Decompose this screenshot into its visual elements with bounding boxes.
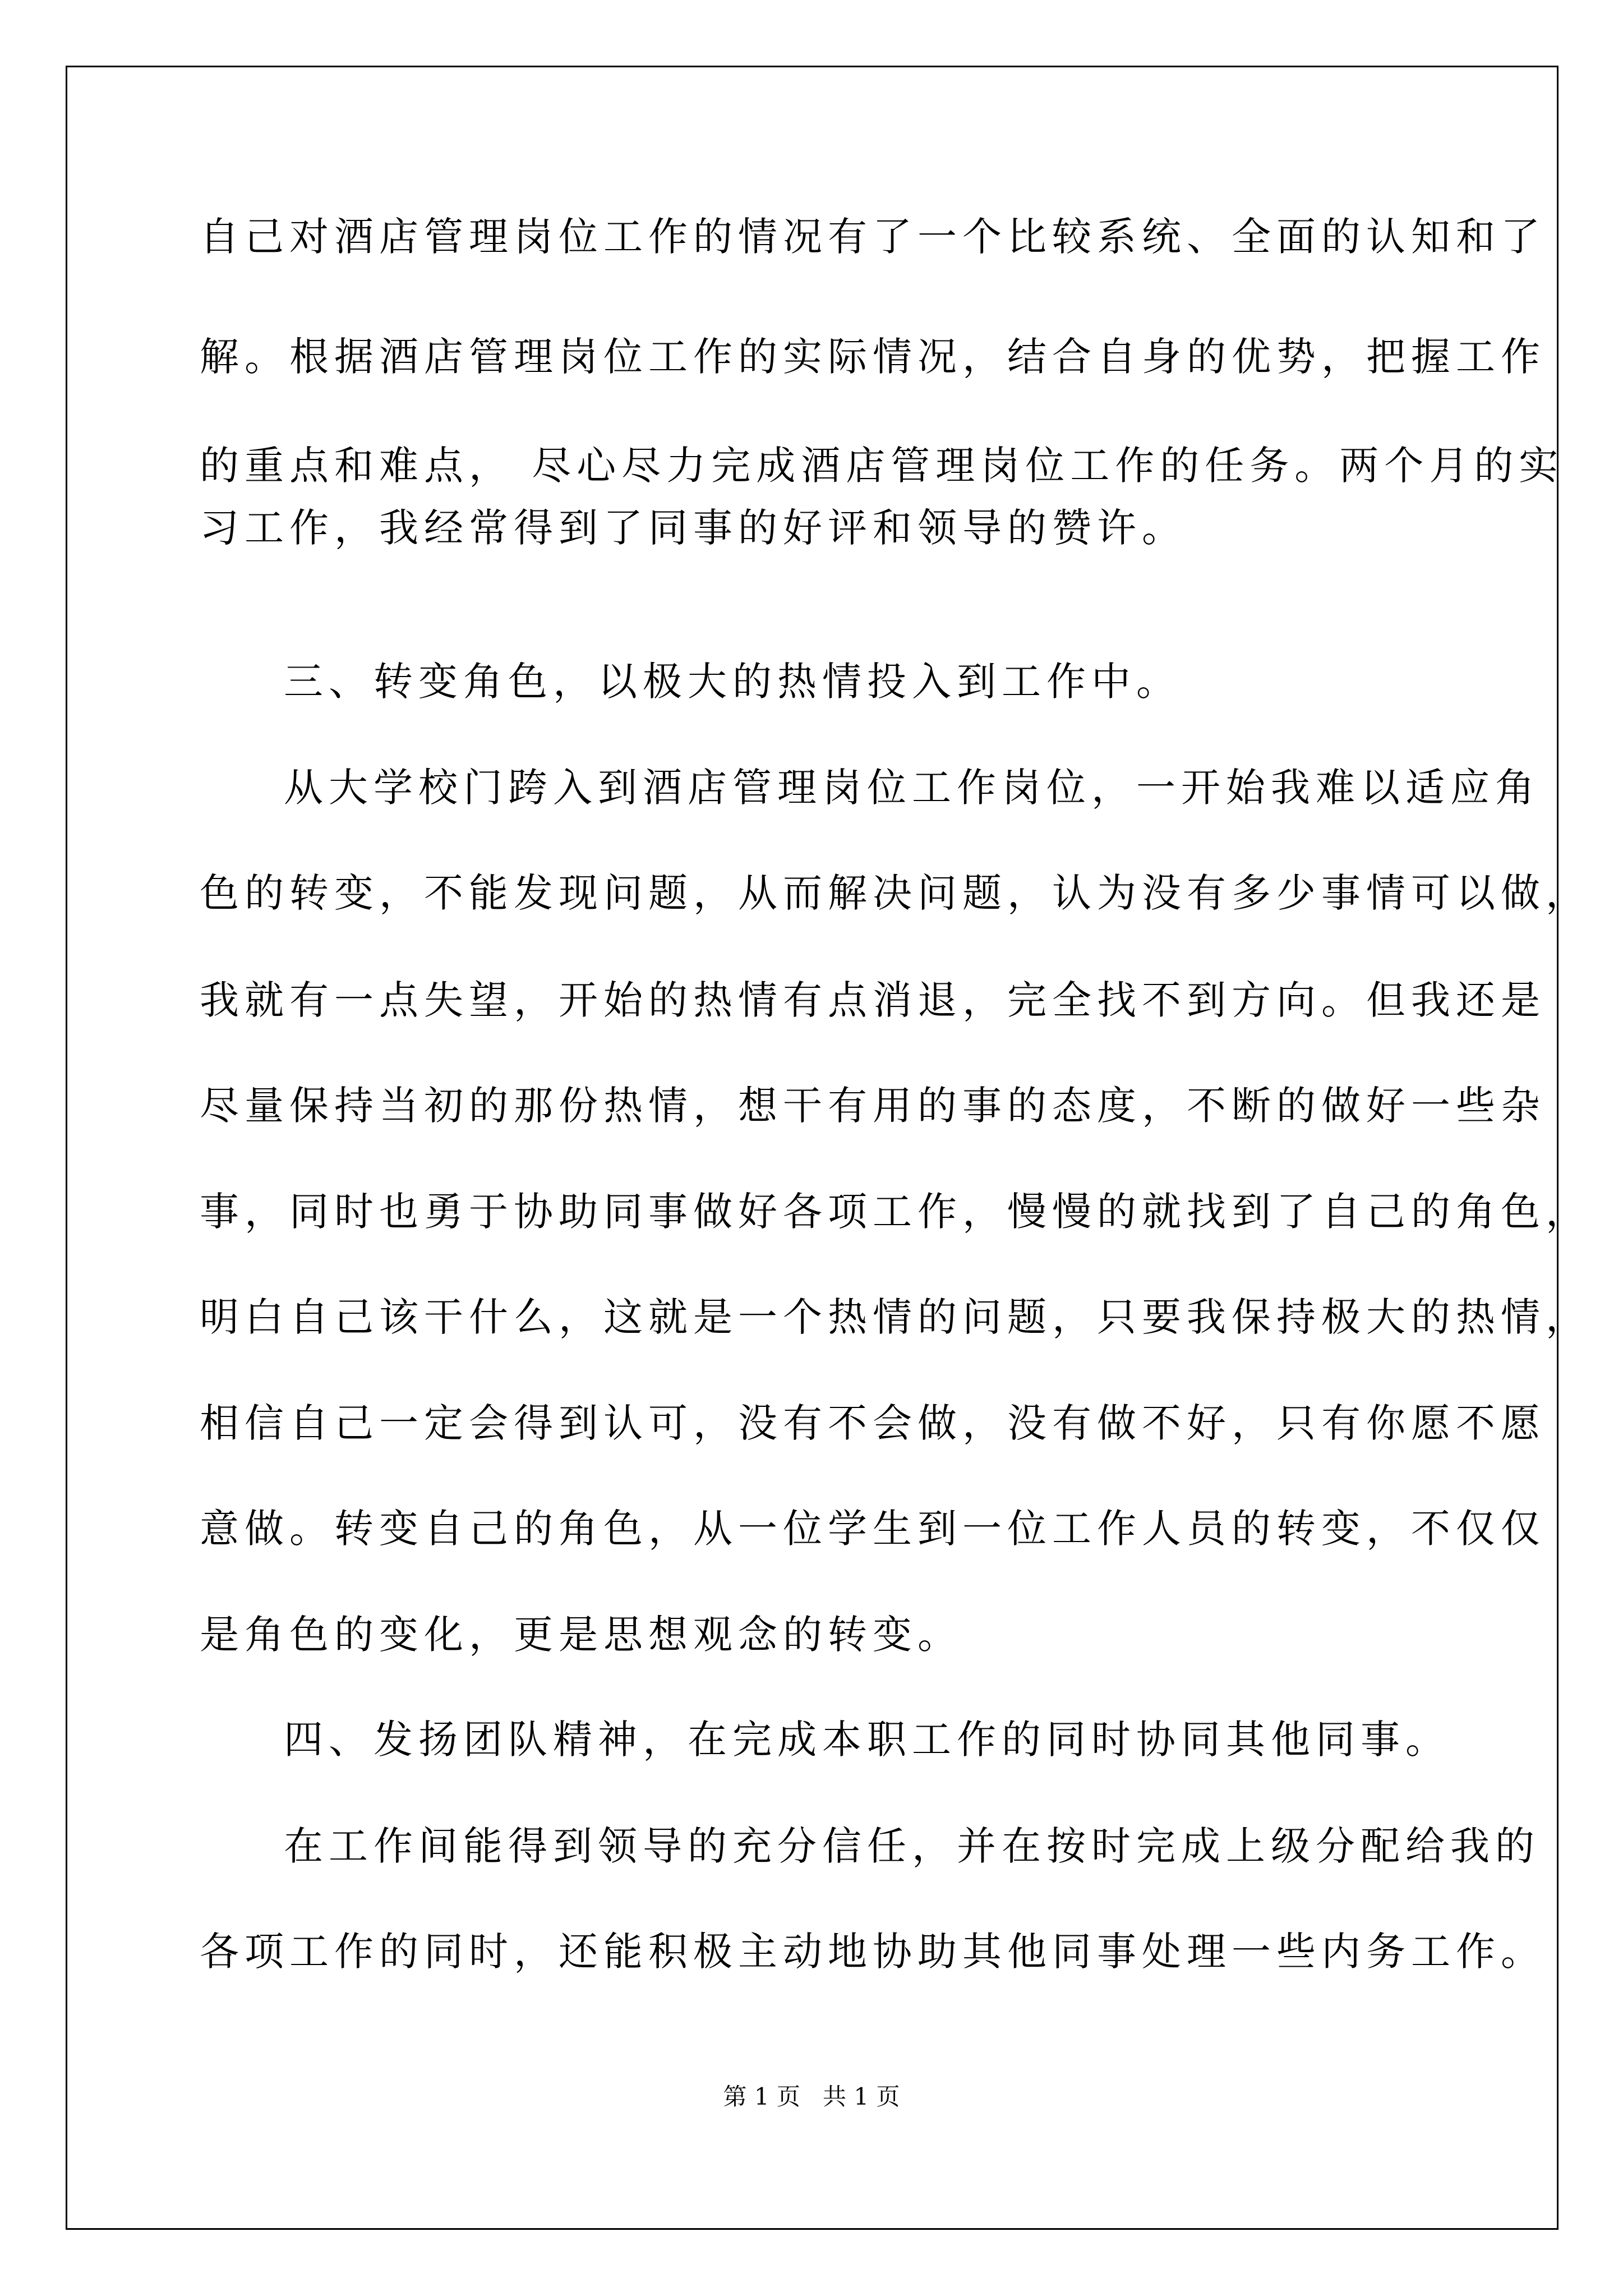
text-line-6: 从大学校门跨入到酒店管理岗位工作岗位，一开始我难以适应角 [284, 765, 1540, 811]
text-line-13: 意做。转变自己的角色，从一位学生到一位工作人员的转变，不仅仅 [200, 1506, 1546, 1552]
text-line-11: 明白自己该干什么，这就是一个热情的问题，只要我保持极大的热情， [200, 1294, 1590, 1340]
text-line-9: 尽量保持当初的那份热情，想干有用的事的态度，不断的做好一些杂 [200, 1083, 1546, 1129]
text-line-2: 解。根据酒店管理岗位工作的实际情况，结合自身的优势，把握工作 [200, 334, 1546, 380]
text-line-12: 相信自己一定会得到认可，没有不会做，没有做不好，只有你愿不愿 [200, 1400, 1546, 1446]
text-line-3: 的重点和难点， 尽心尽力完成酒店管理岗位工作的任务。两个月的实 [200, 443, 1564, 489]
text-line-14: 是角色的变化，更是思想观念的转变。 [200, 1612, 962, 1658]
section-heading-4: 四、发扬团队精神，在完成本职工作的同时协同其他同事。 [284, 1717, 1450, 1763]
text-line-7: 色的转变，不能发现问题，从而解决问题，认为没有多少事情可以做， [200, 870, 1590, 916]
text-line-10: 事，同时也勇于协助同事做好各项工作，慢慢的就找到了自己的角色， [200, 1189, 1590, 1235]
text-line-17: 各项工作的同时，还能积极主动地协助其他同事处理一些内务工作。 [200, 1929, 1546, 1975]
section-heading-3: 三、转变角色，以极大的热情投入到工作中。 [284, 659, 1181, 705]
page-border [66, 66, 1559, 2230]
page-footer: 第 1 页 共 1 页 [723, 2083, 900, 2110]
text-line-8: 我就有一点失望，开始的热情有点消退，完全找不到方向。但我还是 [200, 977, 1546, 1023]
text-line-16: 在工作间能得到领导的充分信任，并在按时完成上级分配给我的 [284, 1823, 1540, 1869]
text-line-4: 习工作，我经常得到了同事的好评和领导的赞许。 [200, 505, 1187, 551]
text-line-1: 自己对酒店管理岗位工作的情况有了一个比较系统、全面的认知和了 [200, 214, 1546, 260]
